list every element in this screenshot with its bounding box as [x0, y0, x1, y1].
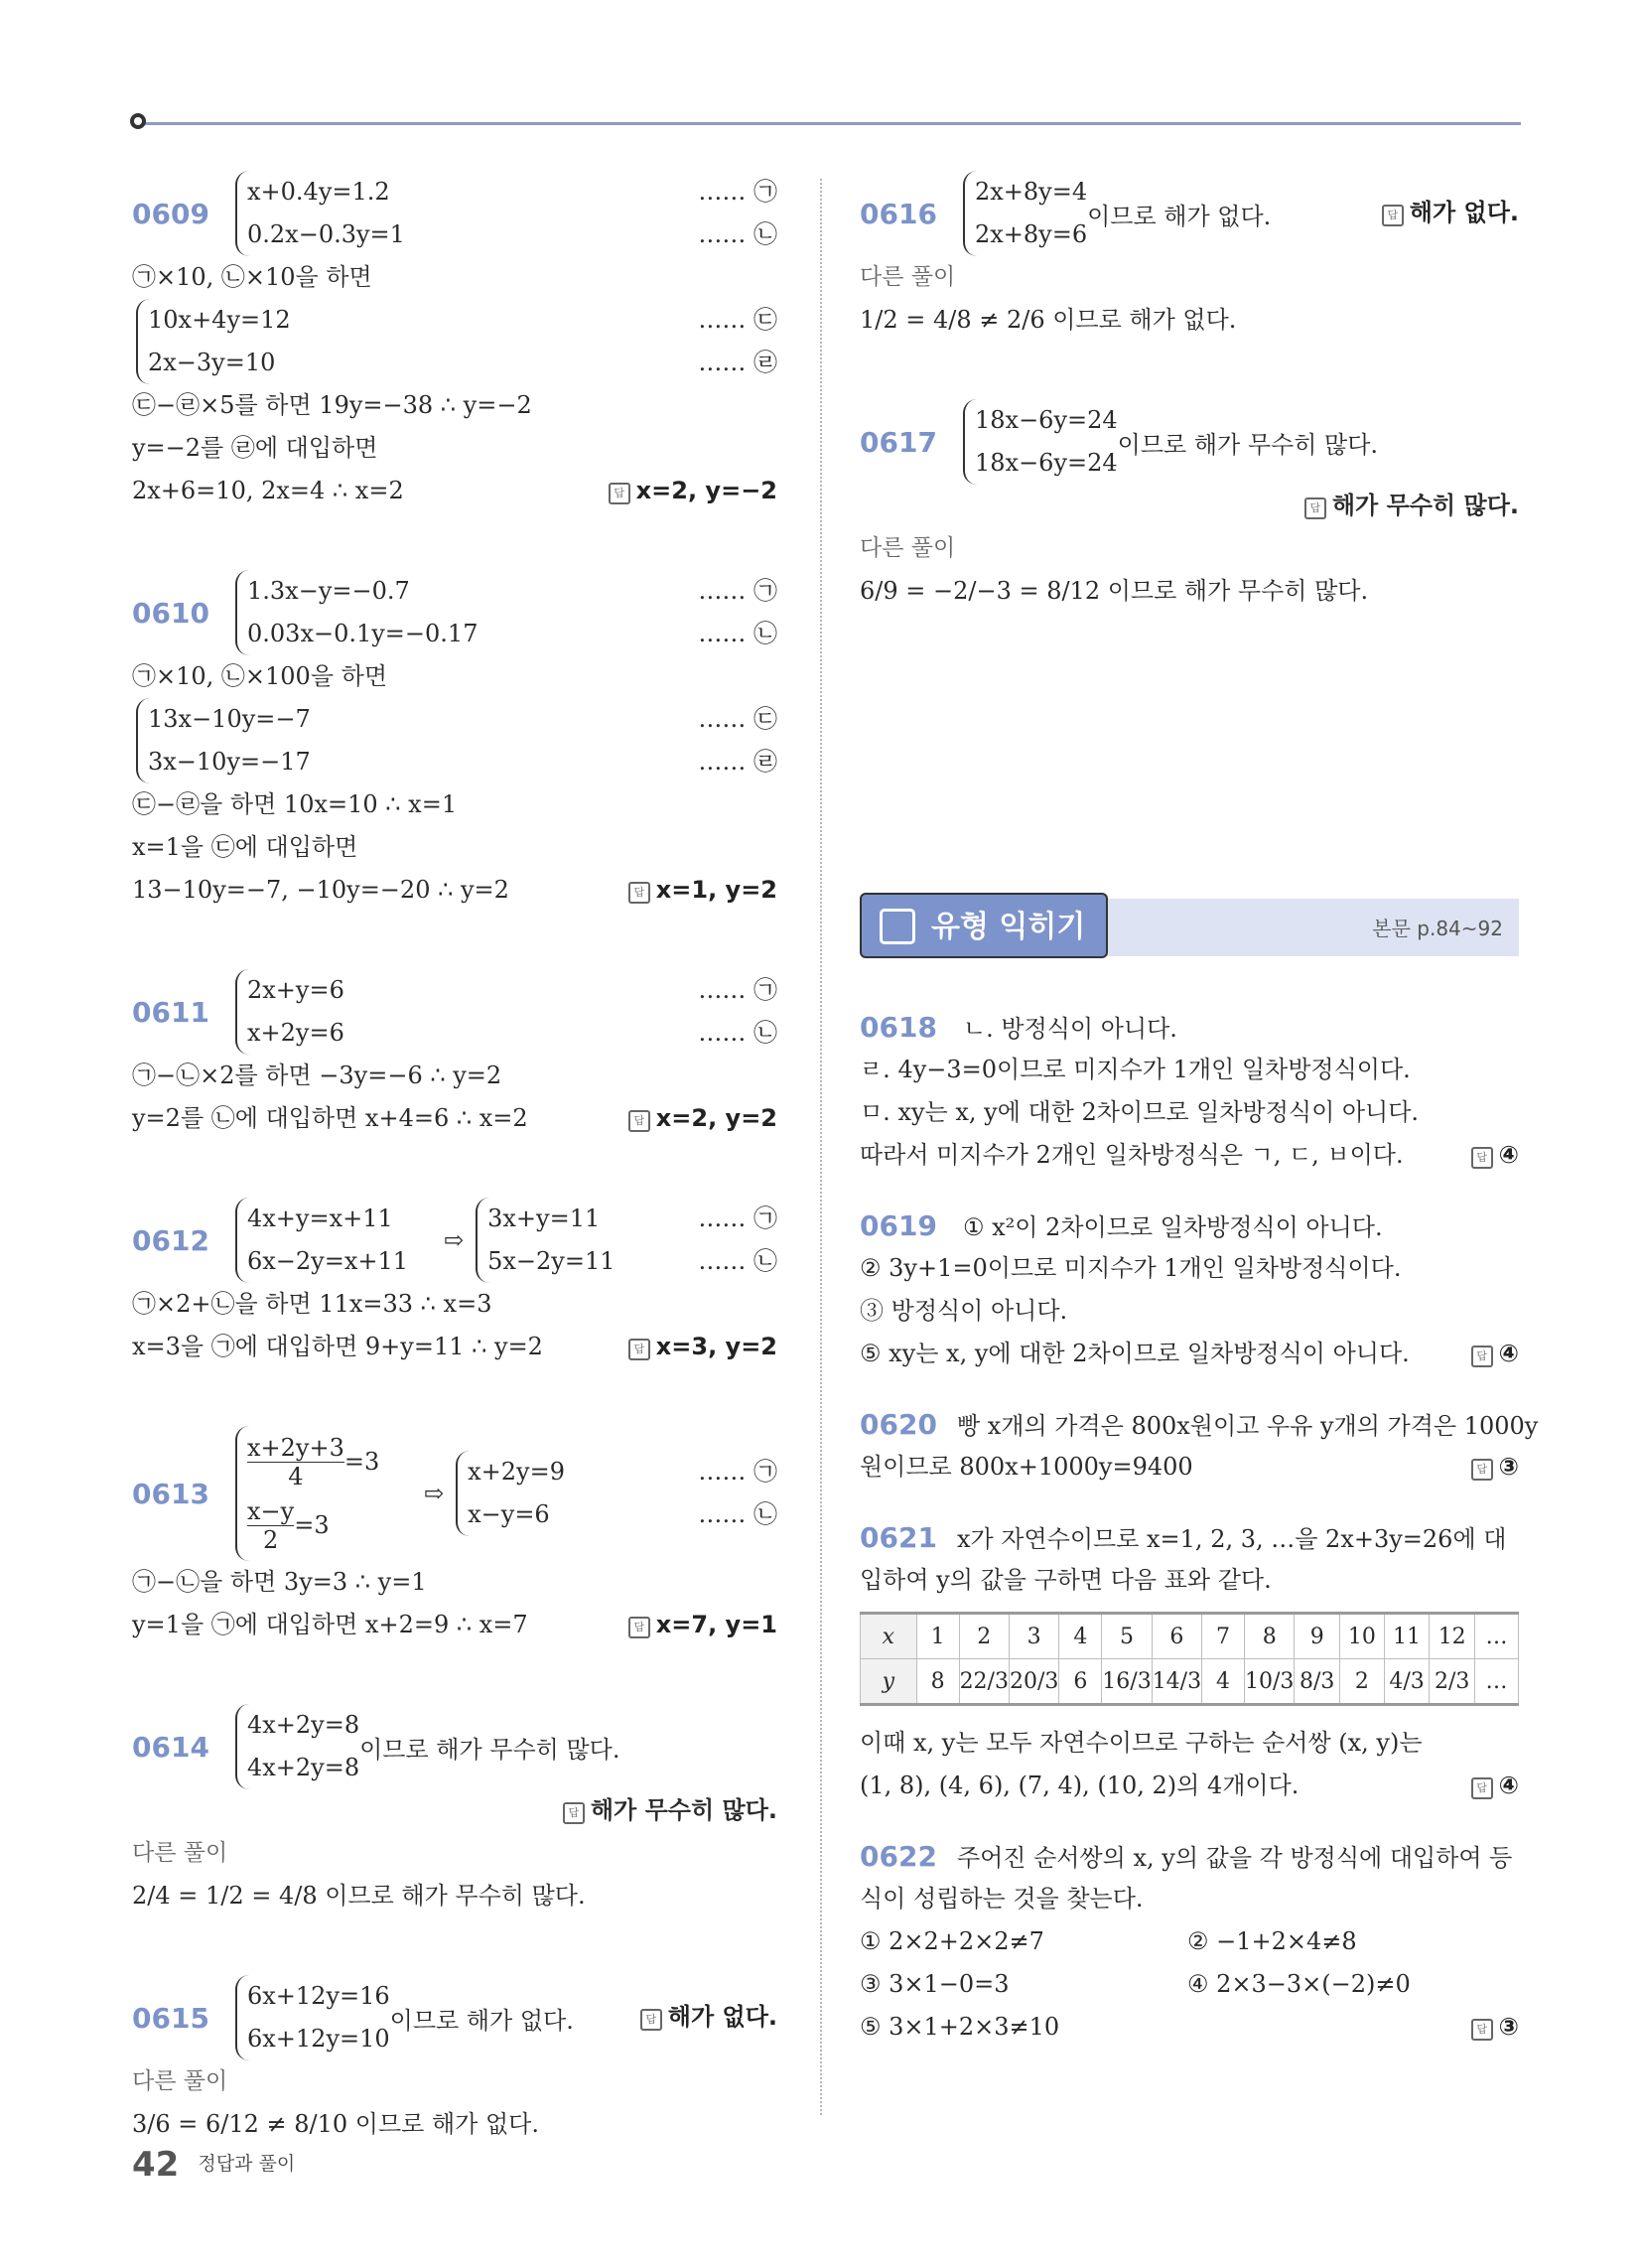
solution-line: 13−10y=−7, −10y=−20 ∴ y=2 [132, 876, 509, 904]
note-icon [880, 909, 915, 944]
answer-text: ④ [1498, 1340, 1519, 1367]
solution-line: 입하여 y의 값을 구하면 다음 표와 같다. [860, 1566, 1272, 1594]
table-cell: 5 [1102, 1614, 1152, 1659]
answer [628, 1097, 777, 1140]
answer [1471, 1134, 1519, 1177]
answer-mark-icon: 답 [1471, 2019, 1493, 2041]
problem-0618 [860, 1006, 1519, 1177]
solution-line: ㉠×10, ㉡×100을 하면 [132, 662, 388, 690]
answer-text: ③ [1498, 2013, 1519, 2041]
problem-0616 [860, 171, 1519, 342]
fraction-system [235, 1426, 416, 1561]
table-cell: 9 [1295, 1614, 1340, 1659]
equation-system [963, 171, 1087, 256]
solution-line: ① x²이 2차이므로 일차방정식이 아니다. [962, 1213, 1383, 1241]
solution-line: ㉢−㉣×5를 하면 19y=−38 ∴ y=−2 [132, 391, 532, 419]
equation: 4x+2y=8 [247, 1754, 360, 1781]
problem-number: 0615 [132, 2001, 209, 2035]
equation: 6x−2y=x+11 [247, 1247, 409, 1275]
equation: 2x+8y=4 [975, 178, 1088, 206]
solution-line: y=2를 ㉡에 대입하면 x+4=6 ∴ x=2 [132, 1104, 528, 1132]
problem-0609 [132, 171, 777, 512]
solution-line: ㄹ. 4y−3=0이므로 미지수가 1개인 일차방정식이다. [860, 1056, 1411, 1083]
solution-line: ㉠×2+㉡을 하면 11x=33 ∴ x=3 [132, 1290, 492, 1318]
equation: 0.03x−0.1y=−0.17 [247, 620, 479, 647]
solution-line: 원이므로 800x+1000y=9400 [860, 1453, 1193, 1481]
answer-mark-icon: 답 [1471, 1459, 1493, 1481]
equation-system [136, 299, 777, 384]
equation-rhs: =3 [343, 1447, 380, 1476]
problem-number: 0612 [132, 1223, 209, 1257]
alt-solution-label: 다른 풀이 [860, 264, 956, 290]
solution-line: y=1을 ㉠에 대입하면 x+2=9 ∴ x=7 [132, 1611, 528, 1638]
table-cell: 11 [1384, 1614, 1430, 1659]
table-cell: 4/3 [1384, 1659, 1430, 1705]
equation-tag: …… ㉡ [698, 220, 777, 248]
alt-solution-label: 다른 풀이 [860, 535, 956, 561]
table-cell: 10/3 [1245, 1659, 1295, 1705]
equation-tag: …… ㉠ [698, 178, 777, 206]
solution-line: 식이 성립하는 것을 찾는다. [860, 1885, 1144, 1913]
table-cell: … [1475, 1659, 1519, 1705]
problem-number: 0614 [132, 1730, 209, 1764]
equation-tag: …… ㉣ [698, 748, 777, 776]
solution-line: ㉠−㉡×2를 하면 −3y=−6 ∴ y=2 [132, 1062, 502, 1089]
answer-mark-icon: 답 [628, 1617, 650, 1638]
arrow-icon: ⇨ [424, 1480, 445, 1507]
answer-text: x=7, y=1 [655, 1611, 777, 1638]
equation-tag: …… ㉢ [698, 705, 777, 733]
solution-line: (1, 8), (4, 6), (7, 4), (10, 2)의 4개이다. [860, 1772, 1300, 1799]
equation: 18x−6y=24 [975, 449, 1118, 477]
answer [609, 470, 777, 512]
equation-system [235, 1975, 390, 2060]
column-divider [820, 179, 822, 2115]
solution-line: x가 자연수이므로 x=1, 2, 3, …을 2x+3y=26에 대 [956, 1525, 1507, 1553]
header-dot [130, 113, 146, 129]
section-title: 유형 익히기 [931, 910, 1086, 944]
table-cell: 1 [916, 1614, 959, 1659]
equation: 3x−10y=−17 [148, 748, 311, 776]
equation-system [963, 399, 1118, 485]
equation-system [235, 969, 777, 1055]
answer-mark-icon: 답 [628, 882, 650, 904]
choice: ④ 2×3−3×(−2)≠0 [1187, 1970, 1411, 1998]
right-column [860, 171, 1539, 2106]
answer-mark-icon: 답 [1471, 1777, 1493, 1799]
solution-line: 2x+6=10, 2x=4 ∴ x=2 [132, 477, 404, 504]
equation-tag: …… ㉠ [698, 1458, 777, 1486]
section-header [860, 899, 1519, 966]
equation-tag: …… ㉠ [698, 1205, 777, 1232]
equation: 6x+12y=10 [247, 2025, 390, 2053]
answer-text: x=3, y=2 [655, 1333, 777, 1360]
answer-text: ④ [1498, 1141, 1519, 1169]
choice: ② −1+2×4≠8 [1187, 1927, 1357, 1955]
table-cell: 4 [1202, 1659, 1245, 1705]
fraction-numerator: x−y [247, 1496, 295, 1525]
problem-text: 이므로 해가 무수히 많다. [1117, 430, 1379, 459]
problem-0621 [860, 1516, 1519, 1807]
solution-line: 따라서 미지수가 2개인 일차방정식은 ㄱ, ㄷ, ㅂ이다. [860, 1141, 1404, 1169]
answer [132, 1789, 777, 1832]
answer-mark-icon: 답 [1304, 497, 1326, 519]
equation: 3x+y=11 [487, 1205, 601, 1232]
equation-tag: …… ㉡ [698, 620, 777, 647]
table-cell: 4 [1059, 1614, 1102, 1659]
equation: 5x−2y=11 [487, 1247, 616, 1275]
answer [860, 485, 1519, 527]
answer [1471, 1333, 1519, 1375]
choice: ③ 3×1−0=3 [860, 1970, 1010, 1998]
problem-0612 [132, 1198, 777, 1368]
equation: 0.2x−0.3y=1 [247, 220, 405, 248]
answer-mark-icon: 답 [609, 483, 630, 504]
header-rule [139, 122, 1521, 125]
answer-mark-icon: 답 [1382, 205, 1404, 226]
equation-system [235, 1704, 359, 1789]
fraction-denominator: 2 [262, 1525, 279, 1554]
answer-text: 해가 무수히 많다. [1331, 492, 1519, 519]
solution-line: 주어진 순서쌍의 x, y의 값을 각 방정식에 대입하여 등 [956, 1844, 1513, 1872]
equation: x+0.4y=1.2 [247, 178, 390, 206]
table-cell: 6 [1059, 1659, 1102, 1705]
problem-number: 0609 [132, 197, 209, 230]
answer [1382, 193, 1519, 227]
equation-tag: …… ㉢ [698, 306, 777, 334]
problem-text: 이므로 해가 무수히 많다. [359, 1735, 620, 1764]
table-header: y [861, 1659, 917, 1705]
answer-mark-icon: 답 [640, 2009, 662, 2031]
equation: 6x+12y=16 [247, 1982, 390, 2010]
table-header: x [861, 1614, 917, 1659]
equation-tag: …… ㉠ [698, 976, 777, 1004]
equation: 2x−3y=10 [148, 349, 276, 376]
alt-solution-line: 3/6 = 6/12 ≠ 8/10 이므로 해가 없다. [132, 2110, 539, 2138]
answer-text: 해가 없다. [1409, 199, 1519, 226]
section-tab [860, 893, 1108, 958]
table-cell: 6 [1152, 1614, 1201, 1659]
alt-solution-label: 다른 풀이 [132, 2068, 228, 2094]
table-cell: 8/3 [1295, 1659, 1340, 1705]
problem-0614 [132, 1704, 777, 1917]
page-number: 42 [132, 2145, 180, 2185]
answer-mark-icon: 답 [563, 1802, 585, 1824]
problem-0613 [132, 1426, 777, 1646]
section-reference: 본문 p.84~92 [1372, 917, 1503, 940]
equation: x+2y=6 [247, 1019, 344, 1047]
problem-0619 [860, 1205, 1519, 1375]
table-cell: 12 [1430, 1614, 1475, 1659]
table-cell: 8 [916, 1659, 959, 1705]
answer-mark-icon: 답 [1471, 1147, 1493, 1169]
table-cell: 7 [1202, 1614, 1245, 1659]
solution-line: ③ 방정식이 아니다. [860, 1297, 1068, 1325]
answer [640, 1997, 777, 2032]
arrow-icon: ⇨ [444, 1226, 465, 1254]
answer-text: ③ [1498, 1453, 1519, 1481]
table-cell: 22/3 [959, 1659, 1009, 1705]
answer-mark-icon: 답 [628, 1339, 650, 1360]
equation: 1.3x−y=−0.7 [247, 577, 410, 605]
answer-text: x=2, y=2 [655, 1104, 777, 1132]
page-label: 정답과 풀이 [198, 2153, 296, 2175]
table-cell: 10 [1340, 1614, 1385, 1659]
equation-tag: …… ㉡ [698, 1247, 777, 1275]
table-cell: 14/3 [1152, 1659, 1201, 1705]
alt-solution-line: 6/9 = −2/−3 = 8/12 이므로 해가 무수히 많다. [860, 577, 1369, 605]
equation-system [476, 1198, 777, 1283]
equation-rhs: =3 [294, 1510, 330, 1539]
answer-mark-icon: 답 [628, 1110, 650, 1132]
problem-0615 [132, 1975, 777, 2146]
solution-line: ㅁ. xy는 x, y에 대한 2차이므로 일차방정식이 아니다. [860, 1098, 1420, 1126]
equation-system [456, 1451, 777, 1536]
equation-tag: …… ㉡ [698, 1500, 777, 1528]
answer [1471, 1765, 1519, 1807]
choice: ⑤ 3×1+2×3≠10 [860, 2013, 1060, 2041]
problem-number: 0610 [132, 596, 209, 630]
problem-0610 [132, 570, 777, 912]
problem-text: 이므로 해가 없다. [389, 2006, 574, 2035]
table-cell: 2 [1340, 1659, 1385, 1705]
choice: ① 2×2+2×2≠7 [860, 1927, 1044, 1955]
table-cell: 8 [1245, 1614, 1295, 1659]
problem-number: 0611 [132, 995, 209, 1029]
solution-line: x=1을 ㉢에 대입하면 [132, 833, 358, 861]
problem-number: 0613 [132, 1477, 209, 1510]
solution-line: y=−2를 ㉣에 대입하면 [132, 434, 378, 462]
solution-line: ㄴ. 방정식이 아니다. [962, 1015, 1177, 1043]
answer [628, 1604, 777, 1646]
problem-0620 [860, 1403, 1539, 1488]
equation-tag: …… ㉠ [698, 577, 777, 605]
solution-line: ㉠×10, ㉡×10을 하면 [132, 263, 372, 291]
answer-text: x=2, y=−2 [635, 477, 777, 504]
value-table [860, 1612, 1519, 1706]
equation: 4x+2y=8 [247, 1711, 360, 1739]
problem-number: 0618 [860, 1011, 937, 1044]
problem-number: 0617 [860, 425, 937, 459]
answer [1471, 1446, 1519, 1488]
equation-tag: …… ㉡ [698, 1019, 777, 1047]
solution-line: 빵 x개의 가격은 800x원이고 우유 y개의 가격은 1000y [956, 1412, 1539, 1440]
problem-number: 0621 [860, 1521, 937, 1554]
fraction-denominator: 4 [288, 1462, 304, 1490]
alt-solution-line: 2/4 = 1/2 = 4/8 이므로 해가 무수히 많다. [132, 1882, 586, 1910]
problem-0622 [860, 1835, 1519, 2049]
problem-number: 0619 [860, 1209, 937, 1242]
solution-line: x=3을 ㉠에 대입하면 9+y=11 ∴ y=2 [132, 1333, 543, 1360]
equation: 18x−6y=24 [975, 406, 1118, 434]
table-cell: 2/3 [1430, 1659, 1475, 1705]
problem-number: 0622 [860, 1840, 937, 1873]
equation: 13x−10y=−7 [148, 705, 311, 733]
table-cell: … [1475, 1614, 1519, 1659]
solution-line: ㉠−㉡을 하면 3y=3 ∴ y=1 [132, 1568, 427, 1596]
solution-line: ㉢−㉣을 하면 10x=10 ∴ x=1 [132, 790, 458, 818]
table-cell: 3 [1009, 1614, 1058, 1659]
answer [628, 1326, 777, 1368]
table-cell: 2 [959, 1614, 1009, 1659]
equation-system [235, 171, 777, 256]
fraction-numerator: x+2y+3 [247, 1433, 344, 1462]
equation-system [235, 570, 777, 655]
page-footer [132, 2145, 295, 2185]
answer-text: x=1, y=2 [655, 876, 777, 904]
table-cell: 16/3 [1102, 1659, 1152, 1705]
solution-line: ② 3y+1=0이므로 미지수가 1개인 일차방정식이다. [860, 1254, 1402, 1282]
table-cell: 20/3 [1009, 1659, 1058, 1705]
equation-system [235, 1198, 436, 1283]
problem-number: 0620 [860, 1408, 937, 1441]
equation: 4x+y=x+11 [247, 1205, 393, 1232]
equation: 2x+y=6 [247, 976, 344, 1004]
equation: 10x+4y=12 [148, 306, 291, 334]
equation: x−y=6 [468, 1500, 550, 1528]
left-column [132, 171, 777, 2203]
problem-text: 이므로 해가 없다. [1087, 202, 1272, 230]
alt-solution-label: 다른 풀이 [132, 1840, 228, 1866]
equation: x+2y=9 [468, 1458, 565, 1486]
solution-line: ⑤ xy는 x, y에 대한 2차이므로 일차방정식이 아니다. [860, 1340, 1410, 1367]
solution-line: 이때 x, y는 모두 자연수이므로 구하는 순서쌍 (x, y)는 [860, 1729, 1423, 1757]
equation: 2x+8y=6 [975, 220, 1088, 248]
alt-solution-line: 1/2 = 4/8 ≠ 2/6 이므로 해가 없다. [860, 306, 1237, 334]
equation-system [136, 698, 777, 783]
answer-text: 해가 없다. [667, 2003, 777, 2031]
answer [1471, 2006, 1519, 2049]
equation-tag: …… ㉣ [698, 349, 777, 376]
problem-0617 [860, 399, 1519, 613]
problem-0611 [132, 969, 777, 1140]
answer-text: ④ [1498, 1772, 1519, 1799]
problem-number: 0616 [860, 197, 937, 230]
answer-text: 해가 무수히 많다. [590, 1796, 777, 1824]
answer [628, 869, 777, 912]
answer-mark-icon: 답 [1471, 1346, 1493, 1367]
